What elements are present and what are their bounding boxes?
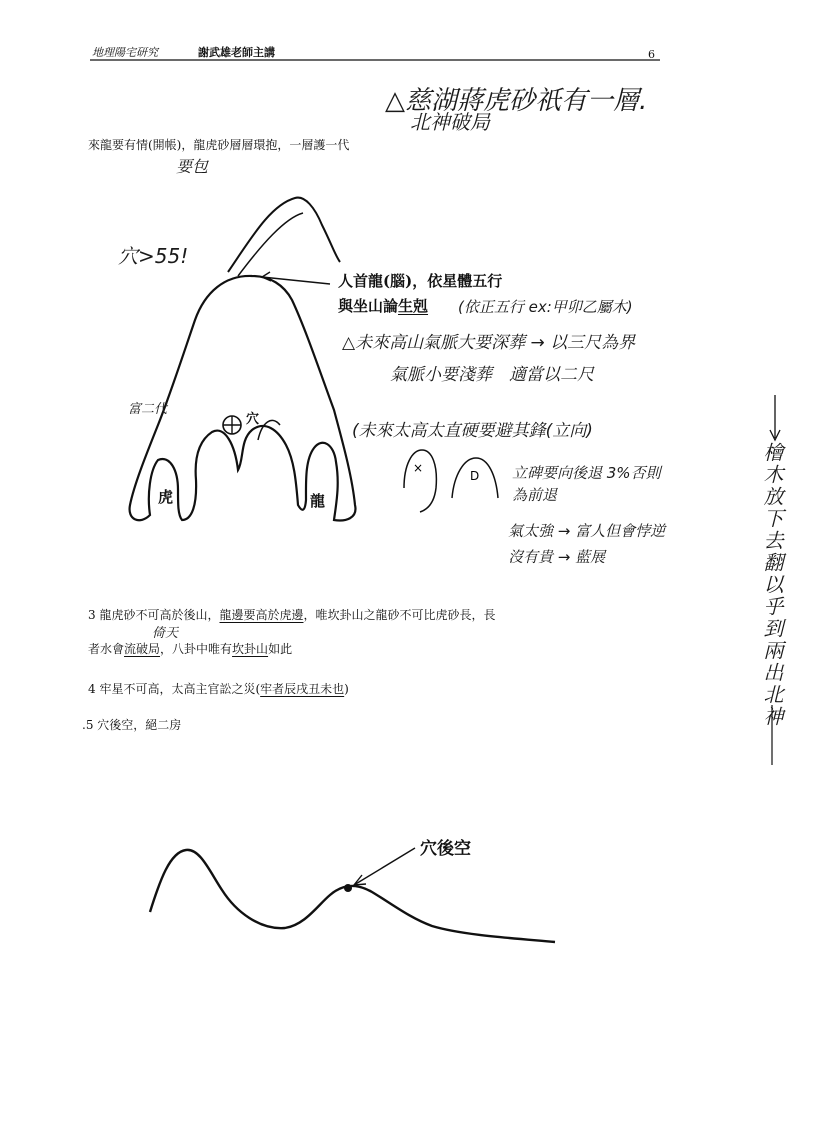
svg-text:×: × bbox=[413, 461, 424, 475]
handwritten-note-a: (依正五行 ex:甲卯乙屬木) bbox=[458, 298, 633, 316]
handwritten-xue-number: 穴>55! bbox=[118, 244, 189, 268]
rule-4-number: 4 bbox=[88, 682, 96, 696]
rule-4 bbox=[88, 680, 349, 697]
handwritten-note-d1: 立碑要向後退 3%否則 bbox=[512, 464, 661, 482]
diagram1-annotation-2 bbox=[338, 295, 428, 316]
rule-5-number: .5 bbox=[82, 718, 94, 732]
handwritten-note-e2: 沒有貴 → 藍展 bbox=[508, 548, 606, 566]
annotation-2-underlined: 生剋 bbox=[398, 297, 429, 315]
rule-3-number: 3 bbox=[88, 608, 96, 622]
handwritten-note-d2: 為前退 bbox=[512, 486, 558, 504]
rule-3-cont-seg3: ，八卦中唯有 bbox=[160, 642, 233, 656]
annotation-2-prefix: 與坐山論 bbox=[338, 297, 399, 315]
ridge-line bbox=[228, 198, 340, 272]
label-tiger: 虎 bbox=[158, 488, 174, 506]
handwritten-note-top: △慈湖蔣虎砂祇有一層. bbox=[385, 86, 648, 116]
label-arrow bbox=[354, 848, 415, 885]
svg-text:D: D bbox=[470, 469, 480, 483]
header-left-label: 地理陽宅研究 bbox=[92, 46, 158, 59]
rule-4-seg3: ) bbox=[344, 682, 349, 696]
handwritten-note-e1: 氣太強 → 富人但會悖逆 bbox=[508, 522, 666, 540]
rule-3-cont-seg1: 者水會 bbox=[88, 642, 125, 656]
rule-5 bbox=[82, 716, 181, 733]
page-number: 6 bbox=[648, 48, 655, 61]
rule-3-cont-underlined-2: 坎卦山 bbox=[232, 642, 269, 656]
header-center-label: 謝武雄老師主講 bbox=[198, 46, 275, 59]
diagram2-label: 穴後空 bbox=[420, 839, 471, 859]
xue-point bbox=[344, 884, 352, 892]
handwritten-under-intro: 要包 bbox=[176, 157, 209, 176]
handwritten-note-b2: 氣脈小要淺葬 適當以二尺 bbox=[390, 365, 594, 385]
handwritten-note-top-2: 北神破局 bbox=[410, 110, 490, 134]
label-dragon: 龍 bbox=[310, 492, 326, 510]
rule-5-seg1: 穴後空，絕二房 bbox=[97, 718, 182, 732]
hill-profile bbox=[150, 850, 555, 942]
rule-3-cont-underlined-1: 流破局 bbox=[124, 642, 161, 656]
handwritten-note-c: (未來太高太直硬要避其鋒(立向) bbox=[352, 421, 593, 441]
tomb-sketch-x bbox=[404, 450, 436, 512]
rule-3 bbox=[88, 606, 496, 623]
rule-3-cont-seg5: 如此 bbox=[268, 642, 293, 656]
rule-3-underlined: 龍邊要高於虎邊 bbox=[219, 608, 304, 622]
rule-4-seg1: 牢星不可高，太高主官訟之災( bbox=[99, 682, 261, 696]
handwritten-under-rule-3: 倚天 bbox=[152, 626, 179, 641]
handwritten-right-column: 檜木放下去翻以乎到兩出北神 bbox=[760, 442, 784, 728]
label-xue: 穴 bbox=[246, 412, 260, 427]
rule-3-seg1: 龍虎砂不可高於後山， bbox=[99, 608, 220, 622]
intro-text: 來龍要有情(開帳)，龍虎砂層層環抱，一層護一代 bbox=[88, 138, 350, 152]
rule-3-seg3: ，唯坎卦山之龍砂不可比虎砂長，長 bbox=[303, 608, 496, 622]
rule-3-cont bbox=[88, 640, 292, 657]
handwritten-note-b1: △未來高山氣脈大要深葬 → 以三尺為界 bbox=[342, 333, 636, 353]
label-fu-er-dai: 富二代 bbox=[128, 402, 168, 417]
diagram1-annotation-1: 人首龍(腦)，依星體五行 bbox=[338, 272, 503, 290]
rule-4-underlined: 牢者辰戌丑未也 bbox=[260, 682, 345, 696]
